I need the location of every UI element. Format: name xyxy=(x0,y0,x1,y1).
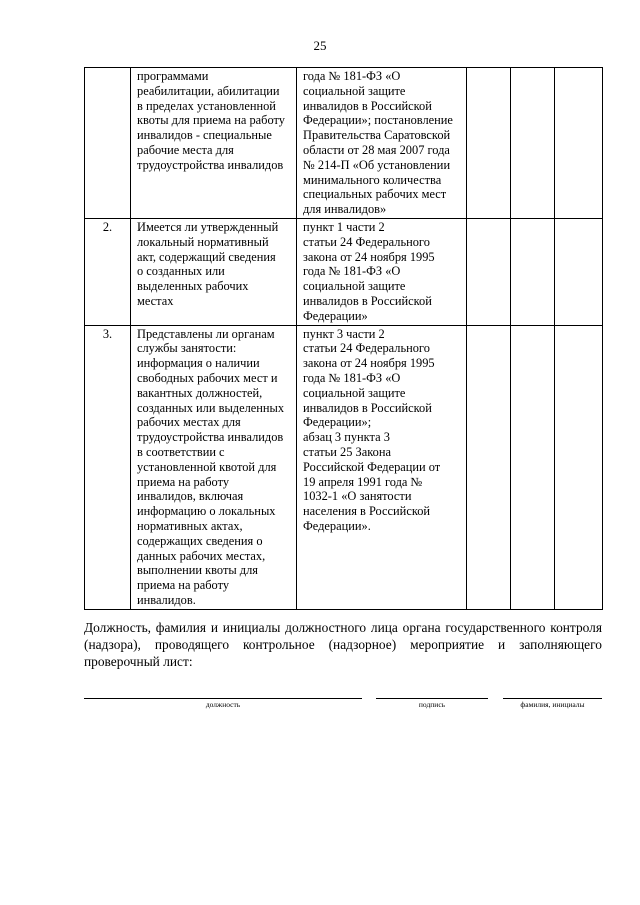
answer-na-cell xyxy=(555,68,603,219)
requisites-line: года № 181-ФЗ «О xyxy=(303,264,401,279)
requisites-cell xyxy=(297,68,467,219)
requisites-line: Правительства Саратовской xyxy=(303,128,451,143)
signer-text: Должность, фамилия и инициалы должностного лица органа государственного контроля (надзора), проводящего контрольное (надзорное) мероприятие и заполняющего проверочный лист: xyxy=(84,620,602,669)
table-row xyxy=(85,325,603,609)
question-cell xyxy=(131,68,297,219)
requisites-line: Федерации». xyxy=(303,518,371,533)
page-number: 25 xyxy=(313,38,327,53)
signature-caption: подпись xyxy=(418,700,446,709)
row-number: 2. xyxy=(85,218,131,325)
question-line: приема на работу xyxy=(137,474,230,489)
question-line: информация о наличии xyxy=(137,356,260,371)
requisites-line: пункт 1 части 2 xyxy=(303,219,385,234)
requisites-line: области от 28 мая 2007 года xyxy=(303,142,450,157)
requisites-line: специальных рабочих мест xyxy=(303,187,447,202)
question-line: вакантных должностей, xyxy=(137,385,263,400)
answer-na-cell xyxy=(555,325,603,609)
question-line: акт, содержащий сведения xyxy=(137,249,276,264)
row-number: 3. xyxy=(85,325,131,609)
question-line: выполнении квоты для xyxy=(137,563,258,578)
requisites-line: социальной защите xyxy=(303,279,406,294)
question-line: рабочие места для xyxy=(137,142,234,157)
requisites-line: абзац 3 пункта 3 xyxy=(303,430,390,445)
signature-line xyxy=(376,698,488,699)
requisites-line: закона от 24 ноября 1995 xyxy=(303,249,435,264)
answer-yes-cell xyxy=(467,325,511,609)
requisites-line: статьи 24 Федерального xyxy=(303,234,430,249)
question-line: созданных или выделенных xyxy=(137,400,285,415)
requisites-line: для инвалидов» xyxy=(303,202,387,217)
answer-no-cell xyxy=(511,218,555,325)
question-line: Представлены ли органам xyxy=(137,326,275,341)
requisites-cell xyxy=(297,218,467,325)
requisites-line: инвалидов в Российской xyxy=(303,400,432,415)
question-line: трудоустройства инвалидов xyxy=(137,430,284,445)
question-line: установленной квотой для xyxy=(137,459,277,474)
question-line: нормативных актах, xyxy=(137,518,243,533)
question-cell xyxy=(131,325,297,609)
question-cell xyxy=(131,218,297,325)
question-line: рабочих местах для xyxy=(137,415,241,430)
question-line: программами xyxy=(137,69,209,83)
requisites-line: года № 181-ФЗ «О xyxy=(303,370,401,385)
question-line: квоты для приема на работу xyxy=(137,113,285,128)
row-number xyxy=(85,68,131,219)
requisites-line: Федерации»; xyxy=(303,415,372,430)
checklist-table xyxy=(84,67,603,610)
name-caption: фамилия, инициалы xyxy=(520,700,585,709)
table-row xyxy=(85,218,603,325)
requisites-line: Российской Федерации от xyxy=(303,459,441,474)
question-line: локальный нормативный xyxy=(137,234,269,249)
requisites-line: населения в Российской xyxy=(303,504,431,519)
question-line: инвалидов - специальные xyxy=(137,128,272,143)
question-line: информацию о локальных xyxy=(137,504,276,519)
requisites-line: Федерации»; постановление xyxy=(303,113,453,128)
question-line: в соответствии с xyxy=(137,444,225,459)
requisites-line: инвалидов в Российской xyxy=(303,293,432,308)
question-line: в пределах установленной xyxy=(137,98,276,113)
requisites-line: закона от 24 ноября 1995 xyxy=(303,356,435,371)
question-line: службы занятости: xyxy=(137,341,237,356)
position-caption: должность xyxy=(205,700,241,709)
question-line: инвалидов. xyxy=(137,592,196,607)
question-line: о созданных или xyxy=(137,264,225,279)
question-line: содержащих сведения о xyxy=(137,533,263,548)
requisites-line: 19 апреля 1991 года № xyxy=(303,474,423,489)
requisites-line: инвалидов в Российской xyxy=(303,98,432,113)
answer-na-cell xyxy=(555,218,603,325)
question-line: выделенных рабочих xyxy=(137,279,249,294)
answer-no-cell xyxy=(511,325,555,609)
requisites-line: года № 181-ФЗ «О xyxy=(303,69,401,83)
requisites-line: статьи 24 Федерального xyxy=(303,341,430,356)
requisites-line: пункт 3 части 2 xyxy=(303,326,385,341)
requisites-line: минимального количества xyxy=(303,172,442,187)
table-row xyxy=(85,68,603,219)
name-signature-line xyxy=(503,698,602,699)
question-line: Имеется ли утвержденный xyxy=(137,219,279,234)
answer-no-cell xyxy=(511,68,555,219)
question-line: инвалидов, включая xyxy=(137,489,244,504)
requisites-cell xyxy=(297,325,467,609)
question-line: реабилитации, абилитации xyxy=(137,83,280,98)
requisites-line: социальной защите xyxy=(303,83,406,98)
answer-yes-cell xyxy=(467,68,511,219)
answer-yes-cell xyxy=(467,218,511,325)
requisites-line: статьи 25 Закона xyxy=(303,444,391,459)
question-line: трудоустройства инвалидов xyxy=(137,157,284,172)
question-line: свободных рабочих мест и xyxy=(137,370,278,385)
requisites-line: 1032-1 «О занятости xyxy=(303,489,412,504)
requisites-line: социальной защите xyxy=(303,385,406,400)
question-line: местах xyxy=(137,293,174,308)
requisites-line: Федерации» xyxy=(303,308,368,323)
question-line: приема на работу xyxy=(137,578,230,593)
requisites-line: № 214-П «Об установлении xyxy=(303,157,451,172)
question-line: данных рабочих местах, xyxy=(137,548,266,563)
position-signature-line xyxy=(84,698,362,699)
